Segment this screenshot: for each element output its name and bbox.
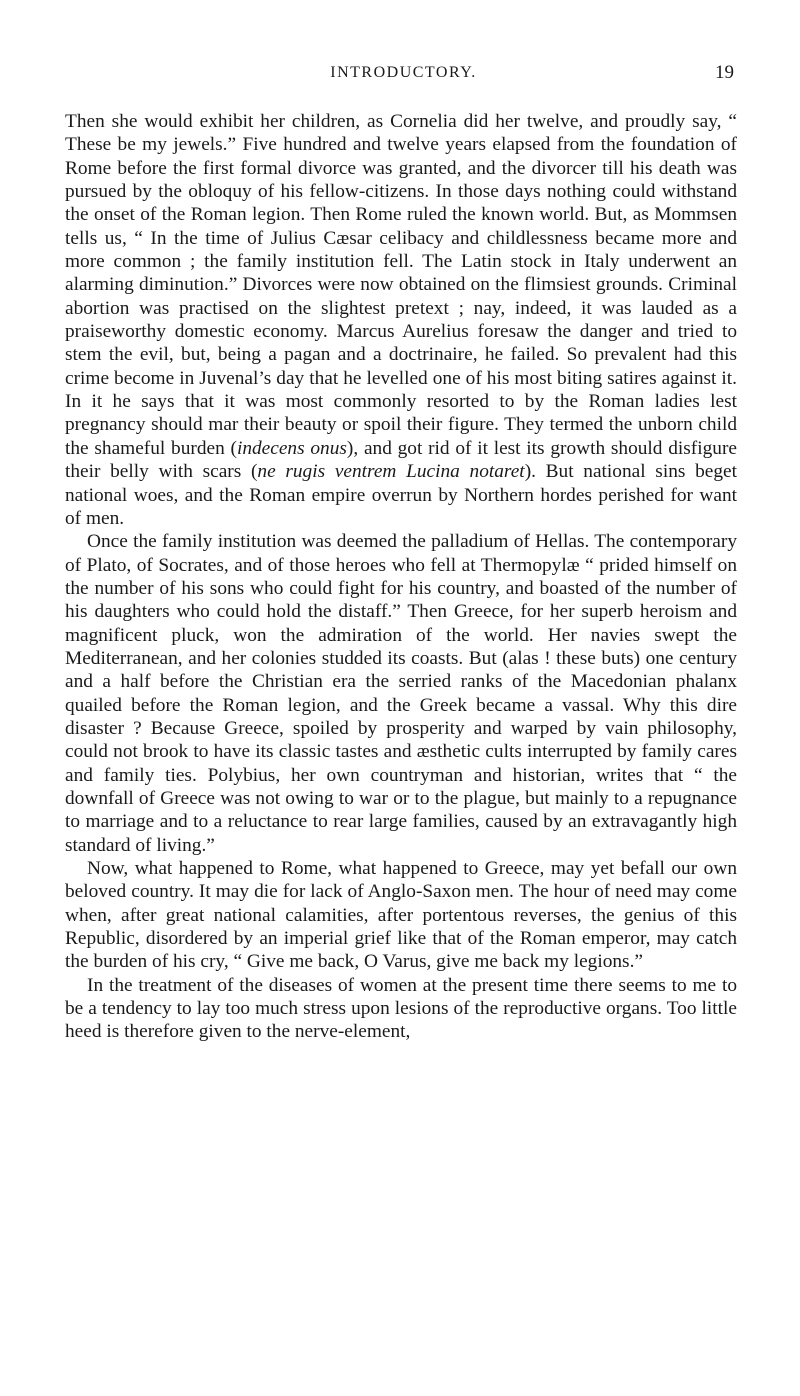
text-segment: Then she would exhibit her children, as Cornelia did her twelve, and proudly say, “ These be my jewels.” Five hundred and twelve years elapsed from the foundation of Rome before the first formal divorce was granted, and the divorcer till his death was pursued by the obloquy of his fellow-citizens. In those days nothing could withstand the onset of the Roman legion. Then Rome ruled the known world. But, as Mommsen tells us, “ In the time of Julius Cæsar celibacy and childlessness became more and more common ; the family institution fell. The Latin stock in Italy underwent an alarming diminution.” Divorces were now obtained on the flimsiest grounds. Criminal abortion was practised on the slightest pretext ; nay, indeed, it was lauded as a praiseworthy domestic economy. Marcus Aurelius foresaw the danger and tried to stem the evil, but, being a pagan and a doctrinaire, he failed. So prevalent had this crime become in Juvenal’s day that he levelled one of his most biting satires against it. In it he says that it was most commonly resorted to by the Roman ladies lest pregnancy should mar their beauty or spoil their figure. They termed the unborn child the shameful burden ( bbox=[65, 111, 737, 459]
paragraph-4 bbox=[65, 974, 737, 1044]
page-number: 19 bbox=[715, 62, 734, 83]
latin-phrase: ne rugis ventrem Lucina notaret bbox=[257, 461, 525, 483]
body-text bbox=[65, 110, 737, 1044]
paragraph-1 bbox=[65, 110, 737, 530]
running-head bbox=[65, 62, 742, 86]
text-segment: Once the family institution was deemed the palladium of Hellas. The contemporary of Plato, of Socrates, and of those heroes who fell at Thermopylæ “ prided himself on the number of his sons who could fight for his country, and boasted of the number of his daughters who could hold the distaff.” Then Greece, for her superb heroism and magnificent pluck, won the admiration of the world. Her navies swept the Mediterranean, and her colonies studded its coasts. But (alas ! these buts) one century and a half before the Christian era the serried ranks of the Macedonian phalanx quailed before the Roman legion, and the Greek became a vassal. Why this dire disaster ? Because Greece, spoiled by prosperity and warped by vain philosophy, could not brook to have its classic tastes and æsthetic cults interrupted by family cares and family ties. Polybius, her own countryman and historian, writes that “ the downfall of Greece was not owing to war or to the plague, but mainly to a repugnance to marriage and to a reluctance to rear large families, caused by an extravagantly high standard of living.” bbox=[65, 531, 737, 856]
text-segment: ), and got rid of it lest its growth should disfigure their belly with scars ( bbox=[65, 437, 737, 483]
running-title: INTRODUCTORY. bbox=[330, 64, 477, 81]
text-segment: ). But national sins beget national woes, and the Roman empire overrun by Northern hordes perished for want of men. bbox=[65, 461, 737, 529]
paragraph-2 bbox=[65, 530, 737, 857]
text-segment: In the treatment of the diseases of women at the present time there seems to me to be a tendency to lay too much stress upon lesions of the reproductive organs. Too little heed is therefore given to the nerve-element, bbox=[65, 974, 737, 1043]
text-segment: Now, what happened to Rome, what happened to Greece, may yet befall our own beloved country. It may die for lack of Anglo-Saxon men. The hour of need may come when, after great national calamities, after portentous reverses, the genius of this Republic, disordered by an imperial grief like that of the Roman emperor, may catch the burden of his cry, “ Give me back, O Varus, give me back my legions.” bbox=[65, 858, 737, 973]
latin-phrase: indecens onus bbox=[236, 437, 347, 459]
paragraph-3 bbox=[65, 857, 737, 974]
